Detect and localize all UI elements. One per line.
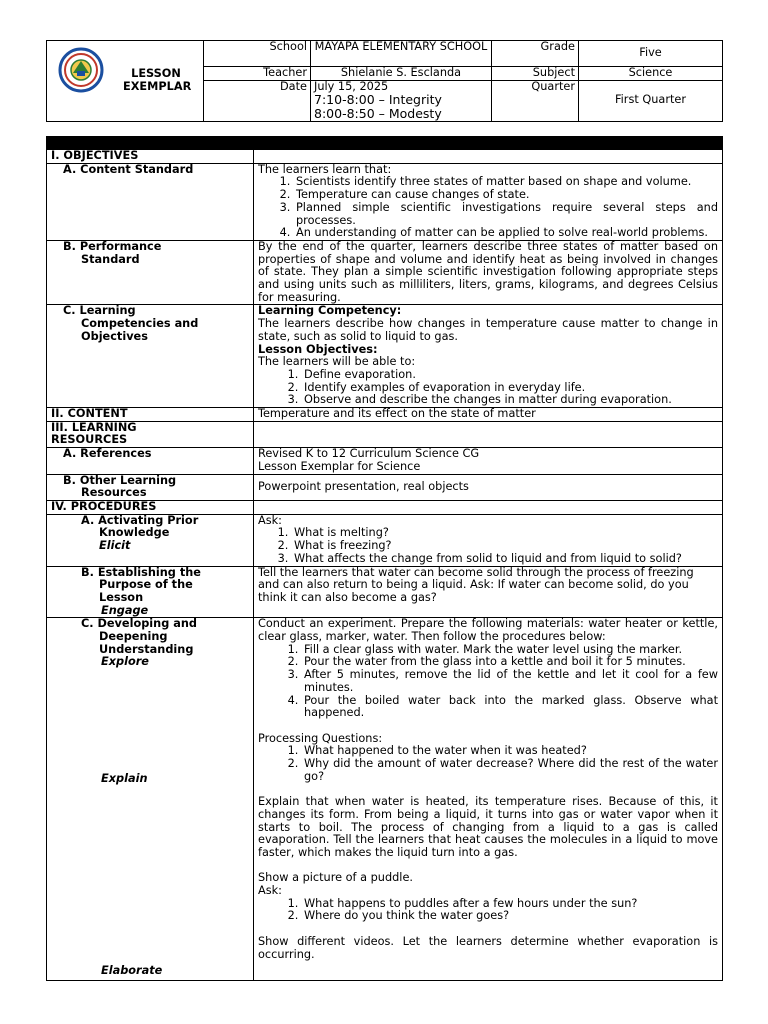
phase-explore: Explore — [101, 655, 149, 669]
schedule-2: 8:00-8:50 – Modesty — [314, 105, 442, 121]
reference-item: Revised K to 12 Curriculum Science CG — [258, 447, 480, 461]
content-standard-cell — [254, 163, 723, 240]
developing-label: C. Developing and Deepening Understanding Explore Explain Elaborate — [47, 618, 254, 981]
lesson-objectives-intro: The learners will be able to: — [258, 355, 416, 369]
performance-standard-label: B. Performance Standard — [47, 240, 254, 305]
developing-row — [47, 618, 723, 981]
references-row — [47, 448, 723, 474]
other-resources-label: B. Other Learning Resources — [47, 474, 254, 500]
establishing-label: B. Establishing the Purpose of the Lesson Engage — [47, 566, 254, 618]
competencies-cell — [254, 305, 723, 408]
videos-text: Show different videos. Let the learners determine whether evaporation is occurring. — [258, 934, 718, 961]
phase-elaborate: Elaborate — [101, 964, 163, 978]
puddle-ask: Ask: — [258, 884, 282, 898]
competencies-row — [47, 305, 723, 408]
references-label: A. References — [47, 448, 254, 474]
resources-heading: III. LEARNING RESOURCES — [47, 421, 254, 447]
procedures-heading: IV. PROCEDURES — [47, 500, 254, 514]
list-item: 2. Temperature can cause changes of state. — [294, 189, 718, 202]
list-item: 2. Identify examples of evaporation in everyday life. — [302, 382, 718, 395]
phase-engage: Engage — [101, 603, 149, 617]
content-label: II. CONTENT — [47, 408, 254, 422]
procedures-row — [47, 500, 723, 514]
content-standard-intro: The learners learn that: — [258, 162, 392, 176]
subject-value: Science — [579, 67, 723, 81]
objectives-heading: I. OBJECTIVES — [47, 150, 254, 164]
date-cell — [311, 80, 492, 121]
subject-label: Subject — [492, 67, 579, 81]
lesson-exemplar-title — [123, 67, 192, 93]
title-line-2: EXEMPLAR — [123, 80, 192, 93]
list-item: 1. Scientists identify three states of matter based on shape and volume. — [294, 176, 718, 189]
developing-cell — [254, 618, 723, 981]
header-table — [46, 40, 723, 122]
school-label: School — [204, 41, 311, 67]
school-value: MAYAPA ELEMENTARY SCHOOL — [311, 41, 492, 67]
performance-standard-text: By the end of the quarter, learners describe three states of matter based on properties of shape and volume and identify heat as being involved in changes of state. They plan a simple scientific investigation following appropriate steps and using units such as milliliters, liters, grams, kilograms, and degrees Celsius for measuring. — [254, 240, 723, 305]
content-standard-label: A. Content Standard — [47, 163, 254, 240]
lesson-objectives-heading: Lesson Objectives: — [258, 342, 378, 356]
competency-text: The learners describe how changes in temperature cause matter to change in state, such as solid to liquid to gas. — [258, 317, 718, 343]
list-item: 2. What is freezing? — [292, 540, 718, 553]
activating-label: A. Activating Prior Knowledge Elicit — [47, 514, 254, 566]
list-item: 1. Fill a clear glass with water. Mark the water level using the marker. — [302, 644, 718, 657]
explain-text: Explain that when water is heated, its temperature rises. Because of this, it changes its form. From being a liquid, it turns into gas or water vapor when it starts to boil. The process of changing from a liquid to a gas is called evaporation. Tell the learners that heat causes the molecules in a liquid to move faster, which makes the liquid turn into a gas. — [258, 795, 718, 859]
other-resources-value: Powerpoint presentation, real objects — [254, 474, 723, 500]
list-item: 1. What happens to puddles after a few hours under the sun? — [302, 898, 718, 911]
teacher-label: Teacher — [204, 67, 311, 81]
grade-value: Five — [579, 41, 723, 67]
resources-row — [47, 421, 723, 447]
performance-standard-row — [47, 240, 723, 305]
phase-explain: Explain — [101, 772, 148, 786]
lesson-plan-table — [46, 136, 723, 981]
processing-heading: Processing Questions: — [258, 731, 383, 745]
list-item: 3. Planned simple scientific investigations require several steps and processes. — [294, 202, 718, 227]
quarter-value: First Quarter — [579, 80, 723, 121]
quarter-label: Quarter — [492, 80, 579, 121]
competencies-label: C. Learning Competencies and Objectives — [47, 305, 254, 408]
content-row — [47, 408, 723, 422]
ask-label: Ask: — [258, 513, 282, 527]
list-item: 4. An understanding of matter can be applied to solve real-world problems. — [294, 227, 718, 240]
establishing-row — [47, 566, 723, 618]
grade-label: Grade — [492, 41, 579, 67]
date-label: Date — [204, 80, 311, 121]
list-item: 1. Define evaporation. — [302, 369, 718, 382]
list-item: 1. What is melting? — [292, 527, 718, 540]
references-cell — [254, 448, 723, 474]
reference-item: Lesson Exemplar for Science — [258, 459, 421, 473]
establishing-text: Tell the learners that water can become solid through the process of freezing and can also return to being a liquid. Ask: If water can become solid, do you think it can also become a gas? — [254, 566, 723, 618]
list-item: 2. Why did the amount of water decrease? Where did the rest of the water go? — [302, 758, 718, 783]
list-item: 4. Pour the boiled water back into the marked glass. Observe what happened. — [302, 695, 718, 720]
other-resources-row — [47, 474, 723, 500]
black-band — [47, 137, 723, 150]
list-item: 2. Where do you think the water goes? — [302, 910, 718, 923]
list-item: 3. After 5 minutes, remove the lid of the kettle and let it cool for a few minutes. — [302, 669, 718, 694]
deped-seal-icon — [57, 47, 105, 93]
list-item: 1. What happened to the water when it was heated? — [302, 745, 718, 758]
list-item: 3. What affects the change from solid to liquid and from liquid to solid? — [292, 553, 718, 566]
activating-row — [47, 514, 723, 566]
explore-text: Conduct an experiment. Prepare the following materials: water heater or kettle, clear glass, marker, water. Then follow the procedures below: — [258, 617, 718, 644]
activating-cell — [254, 514, 723, 566]
phase-elicit: Elicit — [99, 539, 131, 553]
date-value: July 15, 2025 — [314, 79, 389, 93]
competency-heading: Learning Competency: — [258, 304, 402, 318]
teacher-value: Shielanie S. Esclanda — [311, 67, 492, 81]
puddle-text: Show a picture of a puddle. — [258, 871, 413, 885]
list-item: 3. Observe and describe the changes in matter during evaporation. — [302, 394, 718, 407]
content-value: Temperature and its effect on the state of matter — [254, 408, 723, 422]
content-standard-row — [47, 163, 723, 240]
list-item: 2. Pour the water from the glass into a kettle and boil it for 5 minutes. — [302, 656, 718, 669]
objectives-row — [47, 150, 723, 164]
header-logo-cell — [47, 41, 204, 122]
title-line-1: LESSON — [131, 67, 181, 80]
schedule-1: 7:10-8:00 – Integrity — [314, 91, 442, 107]
